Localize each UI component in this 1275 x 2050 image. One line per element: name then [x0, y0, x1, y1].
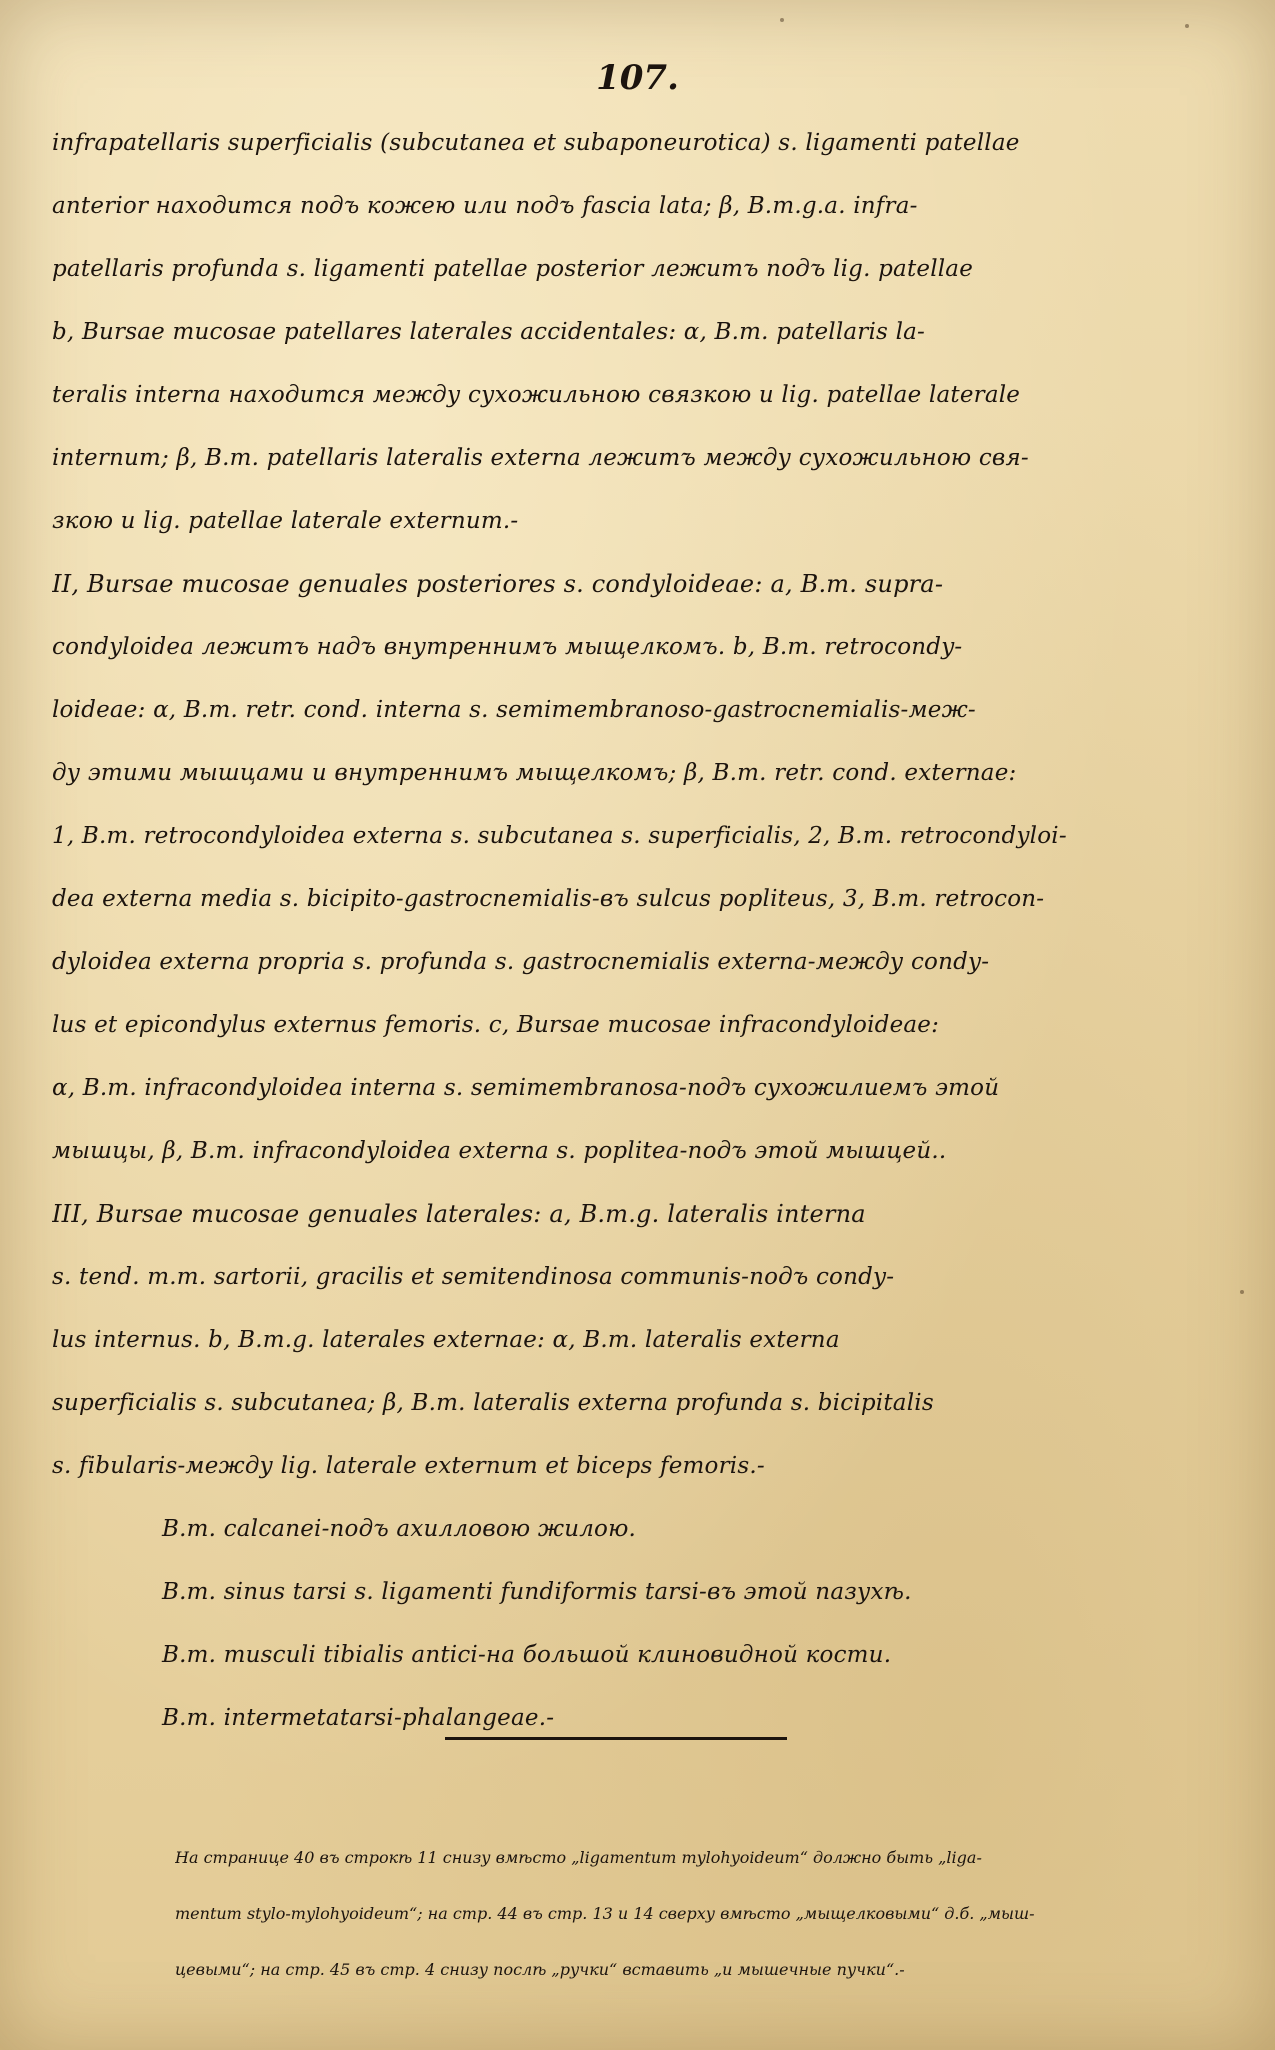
text-line: dea externa media s. bicipito-gastrocnemialis-въ sulcus popliteus, 3, B.m. retrocon- [52, 886, 1045, 912]
footnote-line: На странице 40 въ строкѣ 11 снизу вмѣсто „ligamentum mylohyoideum“ должно быть „liga- [175, 1848, 982, 1867]
text-line: мышцы, β, B.m. infracondyloidea externa s. poplitea-подъ этой мышцей.. [52, 1138, 947, 1164]
text-line: teralis interna находится между сухожильною связкою и lig. patellae laterale [52, 382, 1021, 408]
entry-line: B.m. calcanei-подъ ахилловою жилою. [162, 1516, 637, 1542]
text-line: s. fibularis-между lig. laterale externum et biceps femoris.- [52, 1453, 765, 1479]
text-line: loideae: α, B.m. retr. cond. interna s. semimembranoso-gastrocnemialis-меж- [52, 697, 976, 723]
text-line: 1, B.m. retrocondyloidea externa s. subcutanea s. superficialis, 2, B.m. retrocondyloi- [52, 823, 1067, 849]
text-line: lus et epicondylus externus femoris. c, Bursae mucosae infracondyloideae: [52, 1012, 940, 1038]
text-line: superficialis s. subcutanea; β, B.m. lateralis externa profunda s. bicipitalis [52, 1390, 934, 1416]
text-line: s. tend. m.m. sartorii, gracilis et semitendinosa communis-подъ condy- [52, 1264, 895, 1290]
ink-speck [1185, 24, 1189, 28]
ink-speck [1240, 1290, 1244, 1294]
page-number: 107. [596, 58, 679, 98]
ink-speck [780, 18, 784, 22]
text-line: condyloidea лежитъ надъ внутреннимъ мыщелкомъ. b, B.m. retrocondy- [52, 634, 963, 660]
errata-footnote [175, 1830, 1185, 1998]
horizontal-rule [445, 1737, 787, 1740]
text-line: internum; β, B.m. patellaris lateralis externa лежитъ между сухожильною свя- [52, 445, 1029, 471]
text-line: зкою и lig. patellae laterale externum.- [52, 508, 519, 534]
section-heading-line: III, Bursae mucosae genuales laterales: a, B.m.g. lateralis interna [52, 1200, 866, 1228]
text-line: infrapatellaris superficialis (subcutanea et subaponeurotica) s. ligamenti patellae [52, 130, 1020, 156]
text-line: ду этими мышцами и внутреннимъ мыщелкомъ; β, B.m. retr. cond. externae: [52, 760, 1017, 786]
footnote-line: mentum stylo-mylohyoideum“; на стр. 44 въ стр. 13 и 14 сверху вмѣсто „мыщелковыми“ д.б. „мыш- [175, 1904, 1035, 1923]
text-line: lus internus. b, B.m.g. laterales externae: α, B.m. lateralis externa [52, 1327, 840, 1353]
section-heading-line: II, Bursae mucosae genuales posteriores s. condyloideae: a, B.m. supra- [52, 570, 944, 598]
entry-line: B.m. sinus tarsi s. ligamenti fundiformis tarsi-въ этой пазухѣ. [162, 1579, 912, 1605]
entry-line: B.m. intermetatarsi-phalangeae.- [162, 1705, 555, 1731]
text-line: α, B.m. infracondyloidea interna s. semimembranosa-подъ сухожилиемъ этой [52, 1075, 1000, 1101]
text-line: anterior находится подъ кожею или подъ fascia lata; β, B.m.g.a. infra- [52, 193, 918, 219]
text-line: b, Bursae mucosae patellares laterales accidentales: α, B.m. patellaris la- [52, 319, 926, 345]
footnote-line: цевыми“; на стр. 45 въ стр. 4 снизу послѣ „ручки“ вставить „и мышечные пучки“.- [175, 1960, 905, 1979]
entry-line: B.m. musculi tibialis antici-на большой клиновидной кости. [162, 1642, 892, 1668]
text-line: patellaris profunda s. ligamenti patellae posterior лежитъ подъ lig. patellae [52, 256, 974, 282]
text-line: dyloidea externa propria s. profunda s. gastrocnemialis externa-между condy- [52, 949, 990, 975]
body-text [52, 112, 1162, 1750]
